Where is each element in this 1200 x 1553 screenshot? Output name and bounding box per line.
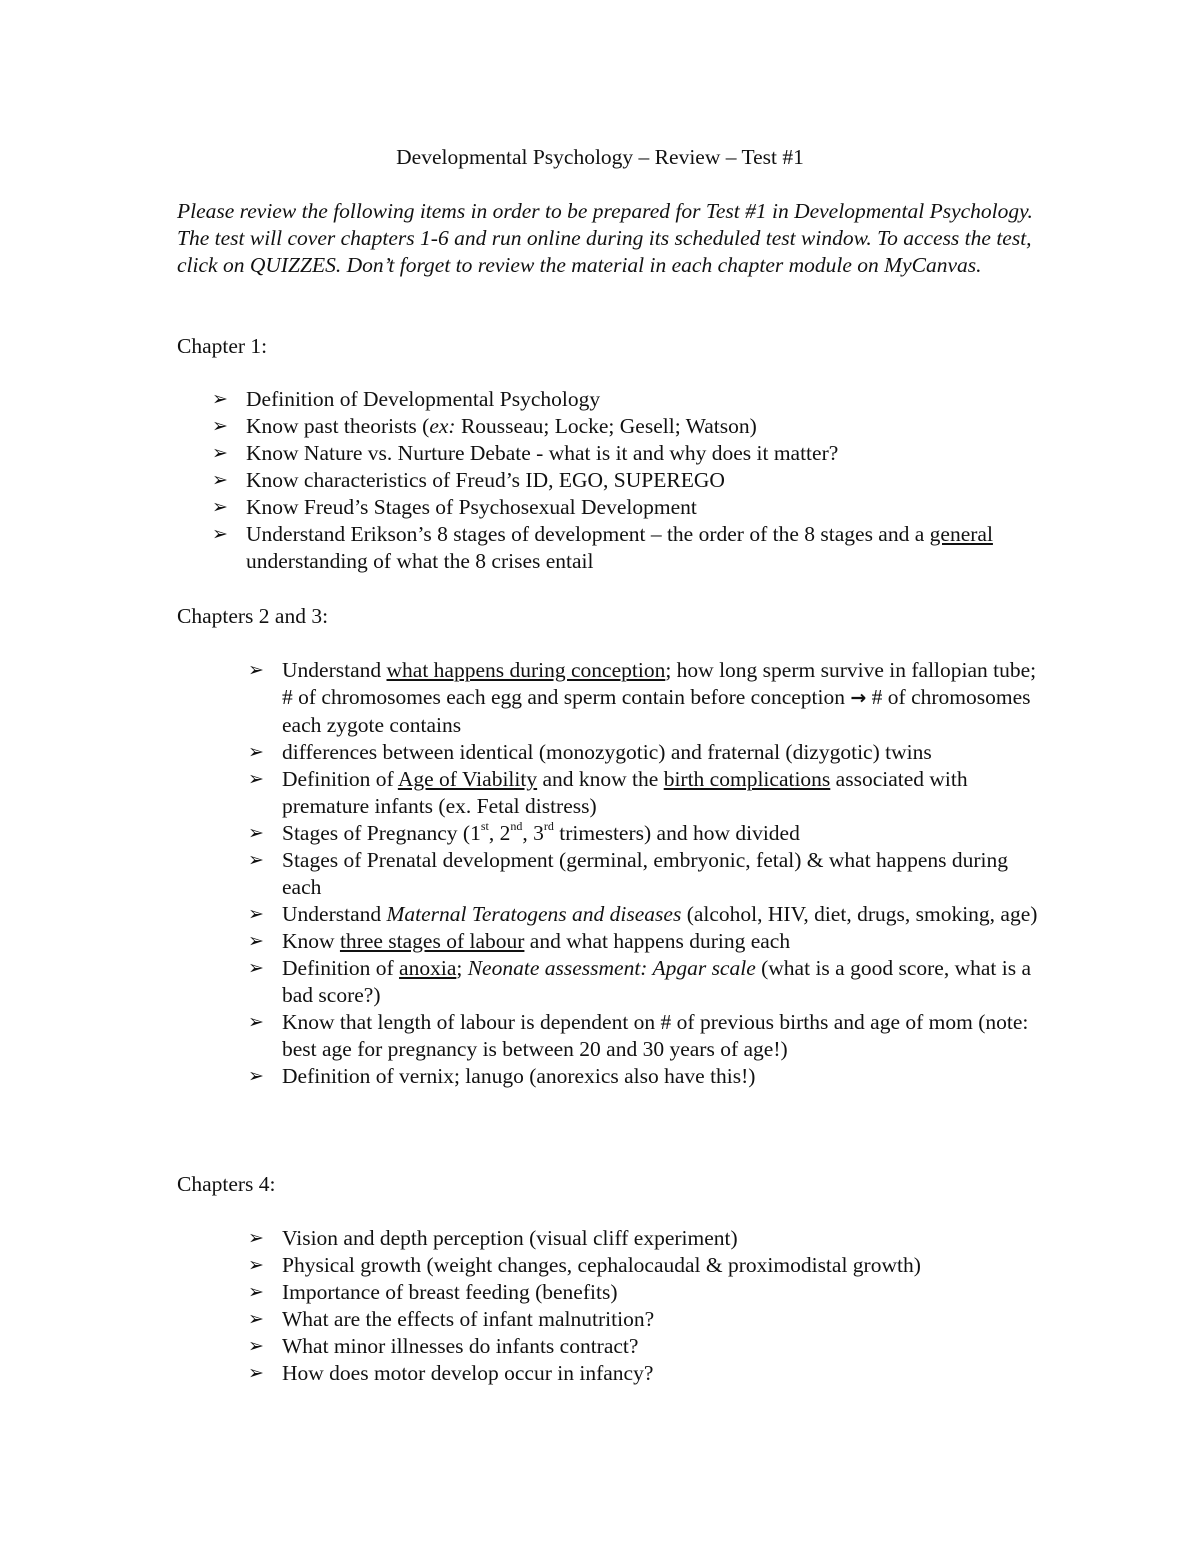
list-item: ➢ Definition of anoxia; Neonate assessment: Apgar scale (what is a good score, what is a bad score?) <box>248 956 1031 1007</box>
arrow-bullet-icon: ➢ <box>212 496 228 518</box>
document-title: Developmental Psychology – Review – Test #1 <box>396 145 804 169</box>
arrow-bullet-icon: ➢ <box>248 1335 264 1357</box>
list-item: ➢ Know Nature vs. Nurture Debate - what is it and why does it matter? <box>212 441 839 465</box>
chapters-2-3-list <box>248 657 1038 1090</box>
arrow-bullet-icon: ➢ <box>248 903 264 925</box>
list-item: ➢ Physical growth (weight changes, cephalocaudal & proximodistal growth) <box>248 1253 921 1277</box>
chapter-1-heading: Chapter 1: <box>177 334 268 358</box>
intro-paragraph: Please review the following items in order to be prepared for Test #1 in Developmental Psychology. The test will cover chapters 1-6 and run online during its scheduled test window. To access the test, click on QUIZZES. Don’t forget to review the material in each chapter module on MyCanvas. <box>177 199 1033 277</box>
list-item: ➢ What are the effects of infant malnutrition? <box>248 1307 655 1331</box>
chapter-1-list <box>212 386 1072 575</box>
arrow-bullet-icon: ➢ <box>248 1065 264 1087</box>
list-item: ➢ Know three stages of labour and what happens during each <box>248 929 791 953</box>
list-item: ➢ Know Freud’s Stages of Psychosexual Development <box>212 495 697 519</box>
arrow-bullet-icon: ➢ <box>248 1362 264 1384</box>
arrow-bullet-icon: ➢ <box>248 1011 264 1033</box>
right-arrow-icon: → <box>850 687 867 709</box>
arrow-bullet-icon: ➢ <box>212 523 228 545</box>
arrow-bullet-icon: ➢ <box>248 957 264 979</box>
list-item: ➢ Definition of vernix; lanugo (anorexics also have this!) <box>248 1064 756 1088</box>
arrow-bullet-icon: ➢ <box>212 442 228 464</box>
list-item: ➢ What minor illnesses do infants contract? <box>248 1334 639 1358</box>
arrow-bullet-icon: ➢ <box>248 659 264 681</box>
arrow-bullet-icon: ➢ <box>248 1281 264 1303</box>
arrow-bullet-icon: ➢ <box>248 1254 264 1276</box>
arrow-bullet-icon: ➢ <box>248 849 264 871</box>
list-item: ➢ How does motor develop occur in infancy? <box>248 1361 654 1385</box>
list-item: ➢ Know characteristics of Freud’s ID, EGO, SUPEREGO <box>212 468 725 492</box>
list-item: ➢ differences between identical (monozygotic) and fraternal (dizygotic) twins <box>248 740 932 764</box>
arrow-bullet-icon: ➢ <box>248 741 264 763</box>
chapters-2-3-heading: Chapters 2 and 3: <box>177 604 329 628</box>
list-item: ➢ Understand what happens during conception; how long sperm survive in fallopian tube; # of chromosomes each egg and sperm contain before conception → # of chromosomes each zygote contains <box>248 658 1037 737</box>
list-item: ➢ Stages of Prenatal development (germinal, embryonic, fetal) & what happens during each <box>248 848 1009 899</box>
list-item: ➢ Understand Erikson’s 8 stages of development – the order of the 8 stages and a general understanding of what the 8 crises entail <box>212 522 993 573</box>
arrow-bullet-icon: ➢ <box>248 1227 264 1249</box>
list-item: ➢ Definition of Developmental Psychology <box>212 387 601 411</box>
list-item: ➢ Stages of Pregnancy (1st, 2nd, 3rd trimesters) and how divided <box>248 818 800 845</box>
list-item: ➢ Know past theorists (ex: Rousseau; Locke; Gesell; Watson) <box>212 414 757 438</box>
arrow-bullet-icon: ➢ <box>212 469 228 491</box>
chapter-4-heading: Chapters 4: <box>177 1172 276 1196</box>
arrow-bullet-icon: ➢ <box>248 822 264 844</box>
arrow-bullet-icon: ➢ <box>212 388 228 410</box>
arrow-bullet-icon: ➢ <box>248 768 264 790</box>
list-item: ➢ Definition of Age of Viability and know the birth complications associated with premature infants (ex. Fetal distress) <box>248 767 968 818</box>
list-item: ➢ Importance of breast feeding (benefits) <box>248 1280 618 1304</box>
chapter-4-list <box>248 1225 1038 1387</box>
list-item: ➢ Understand Maternal Teratogens and diseases (alcohol, HIV, diet, drugs, smoking, age) <box>248 902 1038 926</box>
list-item: ➢ Vision and depth perception (visual cliff experiment) <box>248 1226 738 1250</box>
list-item: ➢ Know that length of labour is dependent on # of previous births and age of mom (note: best age for pregnancy is between 20 and 30 years of age!) <box>248 1010 1029 1061</box>
arrow-bullet-icon: ➢ <box>212 415 228 437</box>
arrow-bullet-icon: ➢ <box>248 930 264 952</box>
arrow-bullet-icon: ➢ <box>248 1308 264 1330</box>
